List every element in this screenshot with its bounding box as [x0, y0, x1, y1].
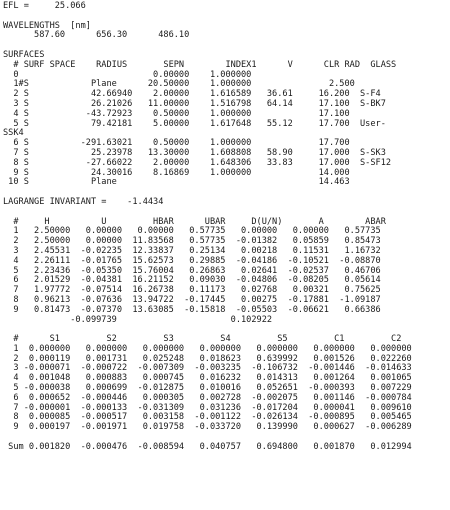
surfaces-heading: SURFACES	[3, 49, 45, 60]
seidel-sum-row: Sum 0.001820 -0.000476 -0.008594 0.040757 0.694800 0.001870 0.012994	[3, 441, 412, 452]
seidel-row: 4 0.001048 0.000883 0.000745 0.016232 0.014313 0.001264 0.001065	[3, 373, 412, 384]
seidel-row: 9 0.000197 -0.001971 0.019758 -0.033720 0.139990 0.000627 -0.006289	[3, 422, 412, 433]
ray-trace-row: 8 0.96213 -0.07636 13.94722 -0.17445 0.00275 -0.17881 -1.09187	[3, 294, 381, 305]
ray-trace-row: 9 0.81473 -0.07370 13.63085 -0.15818 -0.05503 -0.06621 0.66386	[3, 304, 381, 315]
seidel-row: 3 -0.000071 -0.000722 -0.007309 -0.003235 -0.106732 -0.001446 -0.014633	[3, 363, 412, 374]
seidel-row: 7 -0.000001 -0.000133 -0.031309 0.031236 -0.017204 0.000041 0.009610	[3, 402, 412, 413]
surface-row: 6 S -291.63021 0.50000 1.000000 17.700	[3, 138, 350, 149]
wavelengths-heading: WAVELENGTHS [nm]	[3, 20, 91, 31]
surface-row: 5 S 79.42181 5.00000 1.617648 55.12 17.700 User-	[3, 118, 386, 129]
surface-row: 9 S 24.30016 8.16869 1.000000 14.000	[3, 167, 350, 178]
surface-row-wrap: SSK4	[3, 128, 24, 139]
surface-row: 4 S -43.72923 0.50000 1.000000 17.100	[3, 108, 350, 119]
surfaces-column-headers: # SURF SPACE RADIUS SEPN INDEX1 V CLR RAD GLASS	[3, 59, 397, 70]
wavelengths-values: 587.60 656.30 486.10	[3, 30, 190, 41]
surface-row: 8 S -27.66022 2.00000 1.648306 33.83 17.000 S-SF12	[3, 157, 392, 168]
ray-trace-row: 7 1.97772 -0.07514 16.26738 0.11173 0.02768 0.00321 0.75625	[3, 285, 381, 296]
blank-line	[3, 41, 450, 51]
seidel-row: 5 -0.000038 0.000699 -0.012875 0.010016 0.052651 -0.000393 0.007229	[3, 383, 412, 394]
ray-trace-row: 6 2.01529 -0.04381 16.21152 0.09030 -0.04806 -0.08205 0.05614	[3, 275, 381, 286]
seidel-row: 6 0.000652 -0.000446 0.000305 0.002728 -0.002075 0.001146 -0.000784	[3, 392, 412, 403]
surface-row: 10 S Plane 14.463	[3, 177, 350, 188]
seidel-row: 2 0.000119 0.001731 0.025248 0.018623 0.639992 0.001526 0.022260	[3, 353, 412, 364]
surface-row: 1#S Plane 20.50000 1.000000 2.500	[3, 79, 355, 90]
ray-trace-row: 4 2.26111 -0.01765 15.62573 0.29885 -0.04186 -0.10521 -0.08870	[3, 255, 381, 266]
lagrange-invariant-line: LAGRANGE INVARIANT = -1.4434	[3, 196, 164, 207]
ray-trace-row: 5 2.23436 -0.05350 15.76004 0.26863 0.02641 -0.02537 0.46706	[3, 265, 381, 276]
ray-trace-row: 1 2.50000 0.00000 0.00000 0.57735 0.00000 0.00000 0.57735	[3, 226, 381, 237]
surface-row: 0 0.00000 1.000000	[3, 69, 252, 80]
ray-trace-row: 2 2.50000 0.00000 11.83568 0.57735 -0.01382 0.05859 0.85473	[3, 236, 381, 247]
ray-trace-row: 3 2.45531 -0.02235 12.33837 0.25134 0.00218 0.11531 1.16732	[3, 245, 381, 256]
surface-row: 2 S 42.66940 2.00000 1.616589 36.61 16.200 S-F4	[3, 89, 381, 100]
ray-trace-final-values: -0.099739 0.102922	[3, 314, 273, 325]
efl-line: EFL = 25.066	[3, 1, 86, 11]
surface-row: 7 S 25.23978 13.30000 1.608808 58.90 17.000 S-SK3	[3, 147, 386, 158]
seidel-row: 8 0.000085 -0.000517 0.003158 -0.001122 -0.026134 -0.000895 0.005465	[3, 412, 412, 423]
seidel-row: 1 0.000000 0.000000 0.000000 0.000000 0.000000 0.000000 0.000000	[3, 343, 412, 354]
ray-trace-column-headers: # H U HBAR UBAR D(U/N) A ABAR	[3, 216, 386, 227]
seidel-column-headers: # S1 S2 S3 S4 S5 C1 C2	[3, 334, 402, 345]
surface-row: 3 S 26.21026 11.00000 1.516798 64.14 17.100 S-BK7	[3, 98, 386, 109]
